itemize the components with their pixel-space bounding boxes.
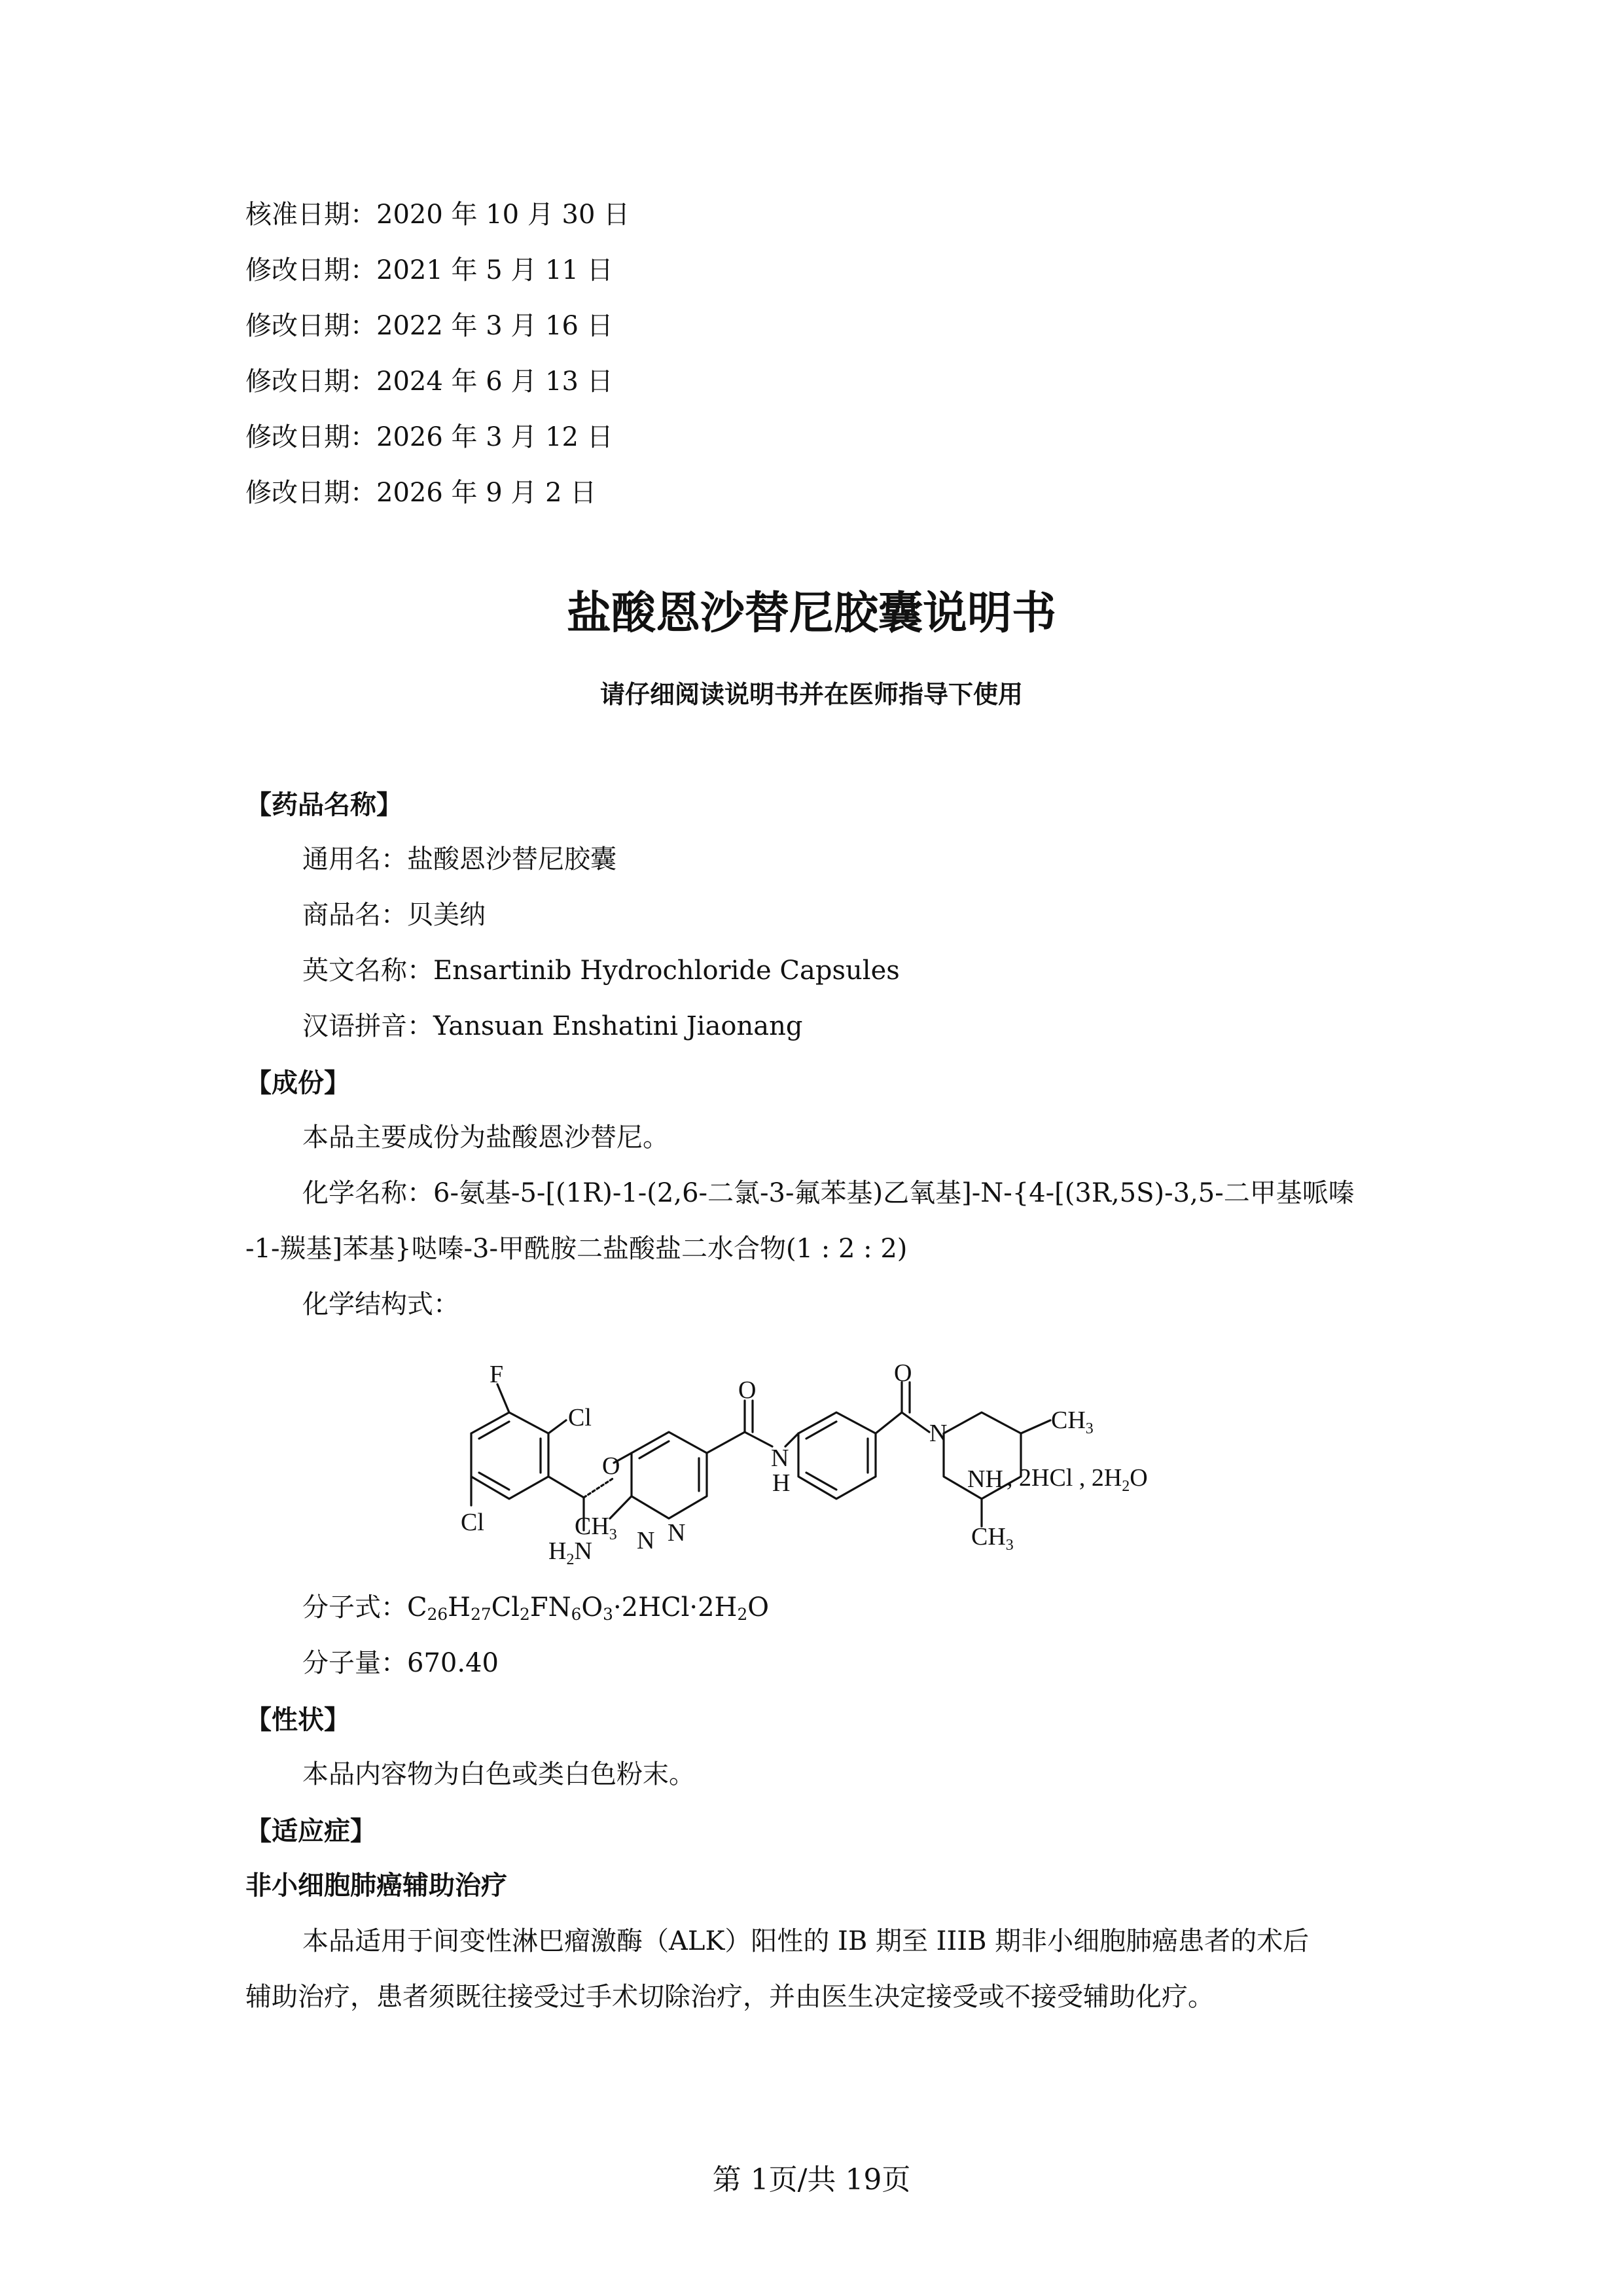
salt-label: , 2HCl , $2H_2O$: [1007, 1464, 1148, 1495]
atom-label: N: [771, 1444, 789, 1472]
atom-label: O: [894, 1359, 912, 1387]
section-heading-ingredients: 【成份】: [245, 1067, 350, 1098]
atom-label: O: [738, 1376, 757, 1404]
atom-label: F: [490, 1361, 504, 1388]
phenyl-ring-middle: [798, 1412, 876, 1499]
molecular-formula: 分子式：$C_{26}H_{27}Cl_2FN_6O_3\cdot 2HCl\cdot 2H_2O$: [302, 1592, 770, 1624]
revision-date: 修改日期：2021 年 5 月 11 日: [245, 255, 613, 285]
bond-nh2: [610, 1496, 632, 1518]
chemical-name-line2: -1-羰基]苯基}哒嗪-3-甲酰胺二盐酸盐二水合物(1 : 2 : 2): [245, 1234, 908, 1264]
pinyin-name: 汉语拼音：Yansuan Enshatini Jiaonang: [302, 1011, 803, 1041]
revision-date: 修改日期：2024 年 6 月 13 日: [245, 367, 613, 397]
document-subtitle: 请仔细阅读说明书并在医师指导下使用: [599, 679, 1023, 709]
section-heading-appearance: 【性状】: [245, 1704, 350, 1735]
atom-label: N: [637, 1527, 655, 1554]
indication-text-line2: 辅助治疗，患者须既往接受过手术切除治疗，并由医生决定接受或不接受辅助化疗。: [245, 1982, 1214, 2012]
indication-subheading: 非小细胞肺癌辅助治疗: [245, 1870, 507, 1901]
phenyl-ring-left: [471, 1412, 548, 1499]
generic-name: 通用名：盐酸恩沙替尼胶囊: [302, 844, 616, 874]
appearance-text: 本品内容物为白色或类白色粉末。: [302, 1759, 695, 1789]
bond-carbonyl: [876, 1412, 902, 1433]
english-name: 英文名称：Ensartinib Hydrochloride Capsules: [302, 956, 900, 986]
atom-label: H: [772, 1469, 791, 1497]
chemical-structure-diagram: [406, 1355, 1204, 1577]
bond-carbonyl-n: [902, 1412, 929, 1432]
bond-amide-c: [707, 1432, 745, 1453]
trade-name: 商品名：贝美纳: [302, 900, 486, 930]
atom-label: $CH_3$: [1051, 1407, 1094, 1437]
bond-f: [497, 1384, 509, 1412]
structure-label: 化学结构式：: [302, 1289, 459, 1319]
atom-label: $CH_3$: [971, 1523, 1014, 1554]
section-heading-indications: 【适应症】: [245, 1816, 376, 1846]
molecular-weight: 分子量：670.40: [302, 1648, 499, 1678]
atom-label: $H_2N$: [548, 1537, 592, 1568]
atom-label: NH: [967, 1465, 1003, 1493]
atom-label: O: [602, 1452, 620, 1480]
atom-label: N: [668, 1519, 686, 1547]
atom-label: Cl: [568, 1404, 592, 1431]
atom-label: Cl: [461, 1509, 484, 1536]
document-title: 盐酸恩沙替尼胶囊说明书: [566, 587, 1056, 639]
section-heading-drug-name: 【药品名称】: [245, 789, 402, 820]
atom-label: $CH_3$: [575, 1513, 617, 1543]
approval-date: 核准日期：2020 年 10 月 30 日: [245, 200, 630, 230]
revision-date: 修改日期：2022 年 3 月 16 日: [245, 311, 613, 341]
bond-ch3-top: [1021, 1420, 1050, 1433]
atom-label: N: [929, 1420, 948, 1447]
chemical-name-line1: 化学名称：6-氨基-5-[(1R)-1-(2,6-二氯-3-氟苯基)乙氧基]-N-{4-[(3R,5S)-3,5-二甲基哌嗪: [302, 1178, 1355, 1208]
page-footer: 第 1页/共 19页: [712, 2163, 911, 2197]
revision-date: 修改日期：2026 年 9 月 2 日: [245, 478, 597, 508]
revision-date: 修改日期：2026 年 3 月 12 日: [245, 422, 613, 452]
bond-chiral: [548, 1477, 584, 1498]
bond-cl-top: [548, 1420, 566, 1433]
bond-o-wedge: [584, 1478, 614, 1498]
bond-amide-n: [745, 1432, 772, 1446]
pyridazine-ring: [632, 1432, 707, 1518]
indication-text-line1: 本品适用于间变性淋巴瘤激酶（ALK）阳性的 IB 期至 IIIB 期非小细胞肺癌患者的术后: [302, 1926, 1310, 1956]
main-ingredient: 本品主要成份为盐酸恩沙替尼。: [302, 1122, 669, 1153]
